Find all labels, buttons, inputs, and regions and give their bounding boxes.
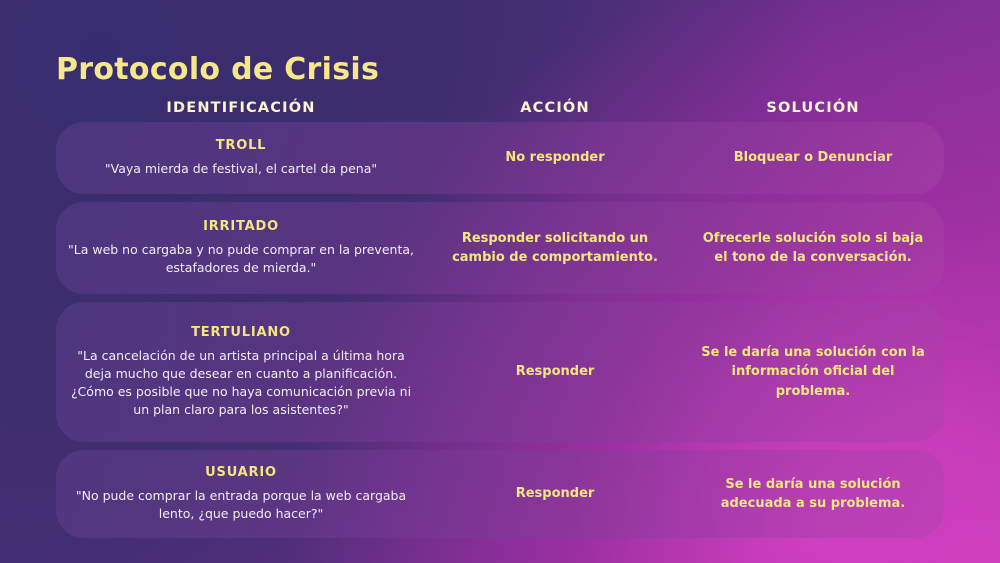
column-headers [56, 100, 944, 122]
quote-text: "No pude comprar la entrada porque la web cargaba lento, ¿que puedo hacer?" [75, 487, 407, 521]
action-cell [426, 142, 684, 174]
column-header-accion: ACCIÓN [520, 100, 590, 116]
protocol-table [56, 122, 944, 546]
action-text: Responder solicitando un cambio de comportamiento. [452, 230, 658, 265]
table-row [56, 202, 944, 294]
solution-cell [684, 337, 942, 408]
column-header-identificacion: IDENTIFICACIÓN [166, 100, 316, 116]
action-cell [426, 223, 684, 274]
quote-text: "La web no cargaba y no pude comprar en la preventa, estafadores de mierda." [68, 241, 414, 275]
solution-text: Se le daría una solución con la información oficial del problema. [701, 344, 925, 399]
action-text: Responder [515, 364, 595, 380]
category-label: IRRITADO [203, 218, 279, 234]
category-label: USUARIO [205, 464, 277, 480]
identification-cell [56, 213, 426, 283]
solution-text: Se le daría una solución adecuada a su problema. [720, 476, 906, 511]
identification-cell [56, 459, 426, 529]
action-cell [426, 478, 684, 510]
table-row [56, 122, 944, 194]
quote-text: "Vaya mierda de festival, el cartel da pena" [104, 160, 378, 176]
action-text: Responder [515, 486, 595, 502]
solution-text: Ofrecerle solución solo si baja el tono de la conversación. [702, 230, 924, 265]
table-row [56, 302, 944, 442]
identification-cell [56, 319, 426, 426]
category-label: TERTULIANO [191, 324, 291, 340]
solution-cell [684, 469, 942, 520]
identification-cell [56, 132, 426, 184]
action-text: No responder [505, 150, 605, 166]
category-label: TROLL [215, 137, 267, 153]
solution-cell [684, 142, 942, 174]
table-row [56, 450, 944, 538]
solution-cell [684, 223, 942, 274]
column-header-solucion: SOLUCIÓN [766, 100, 860, 116]
page-title: Protocolo de Crisis [56, 52, 380, 87]
solution-text: Bloquear o Denunciar [733, 150, 893, 166]
quote-text: "La cancelación de un artista principal a última hora deja mucho que desear en cuanto a planificación. ¿Cómo es posible que no haya comunicación previa ni un plan claro para los asistentes?" [70, 347, 412, 418]
action-cell [426, 356, 684, 388]
